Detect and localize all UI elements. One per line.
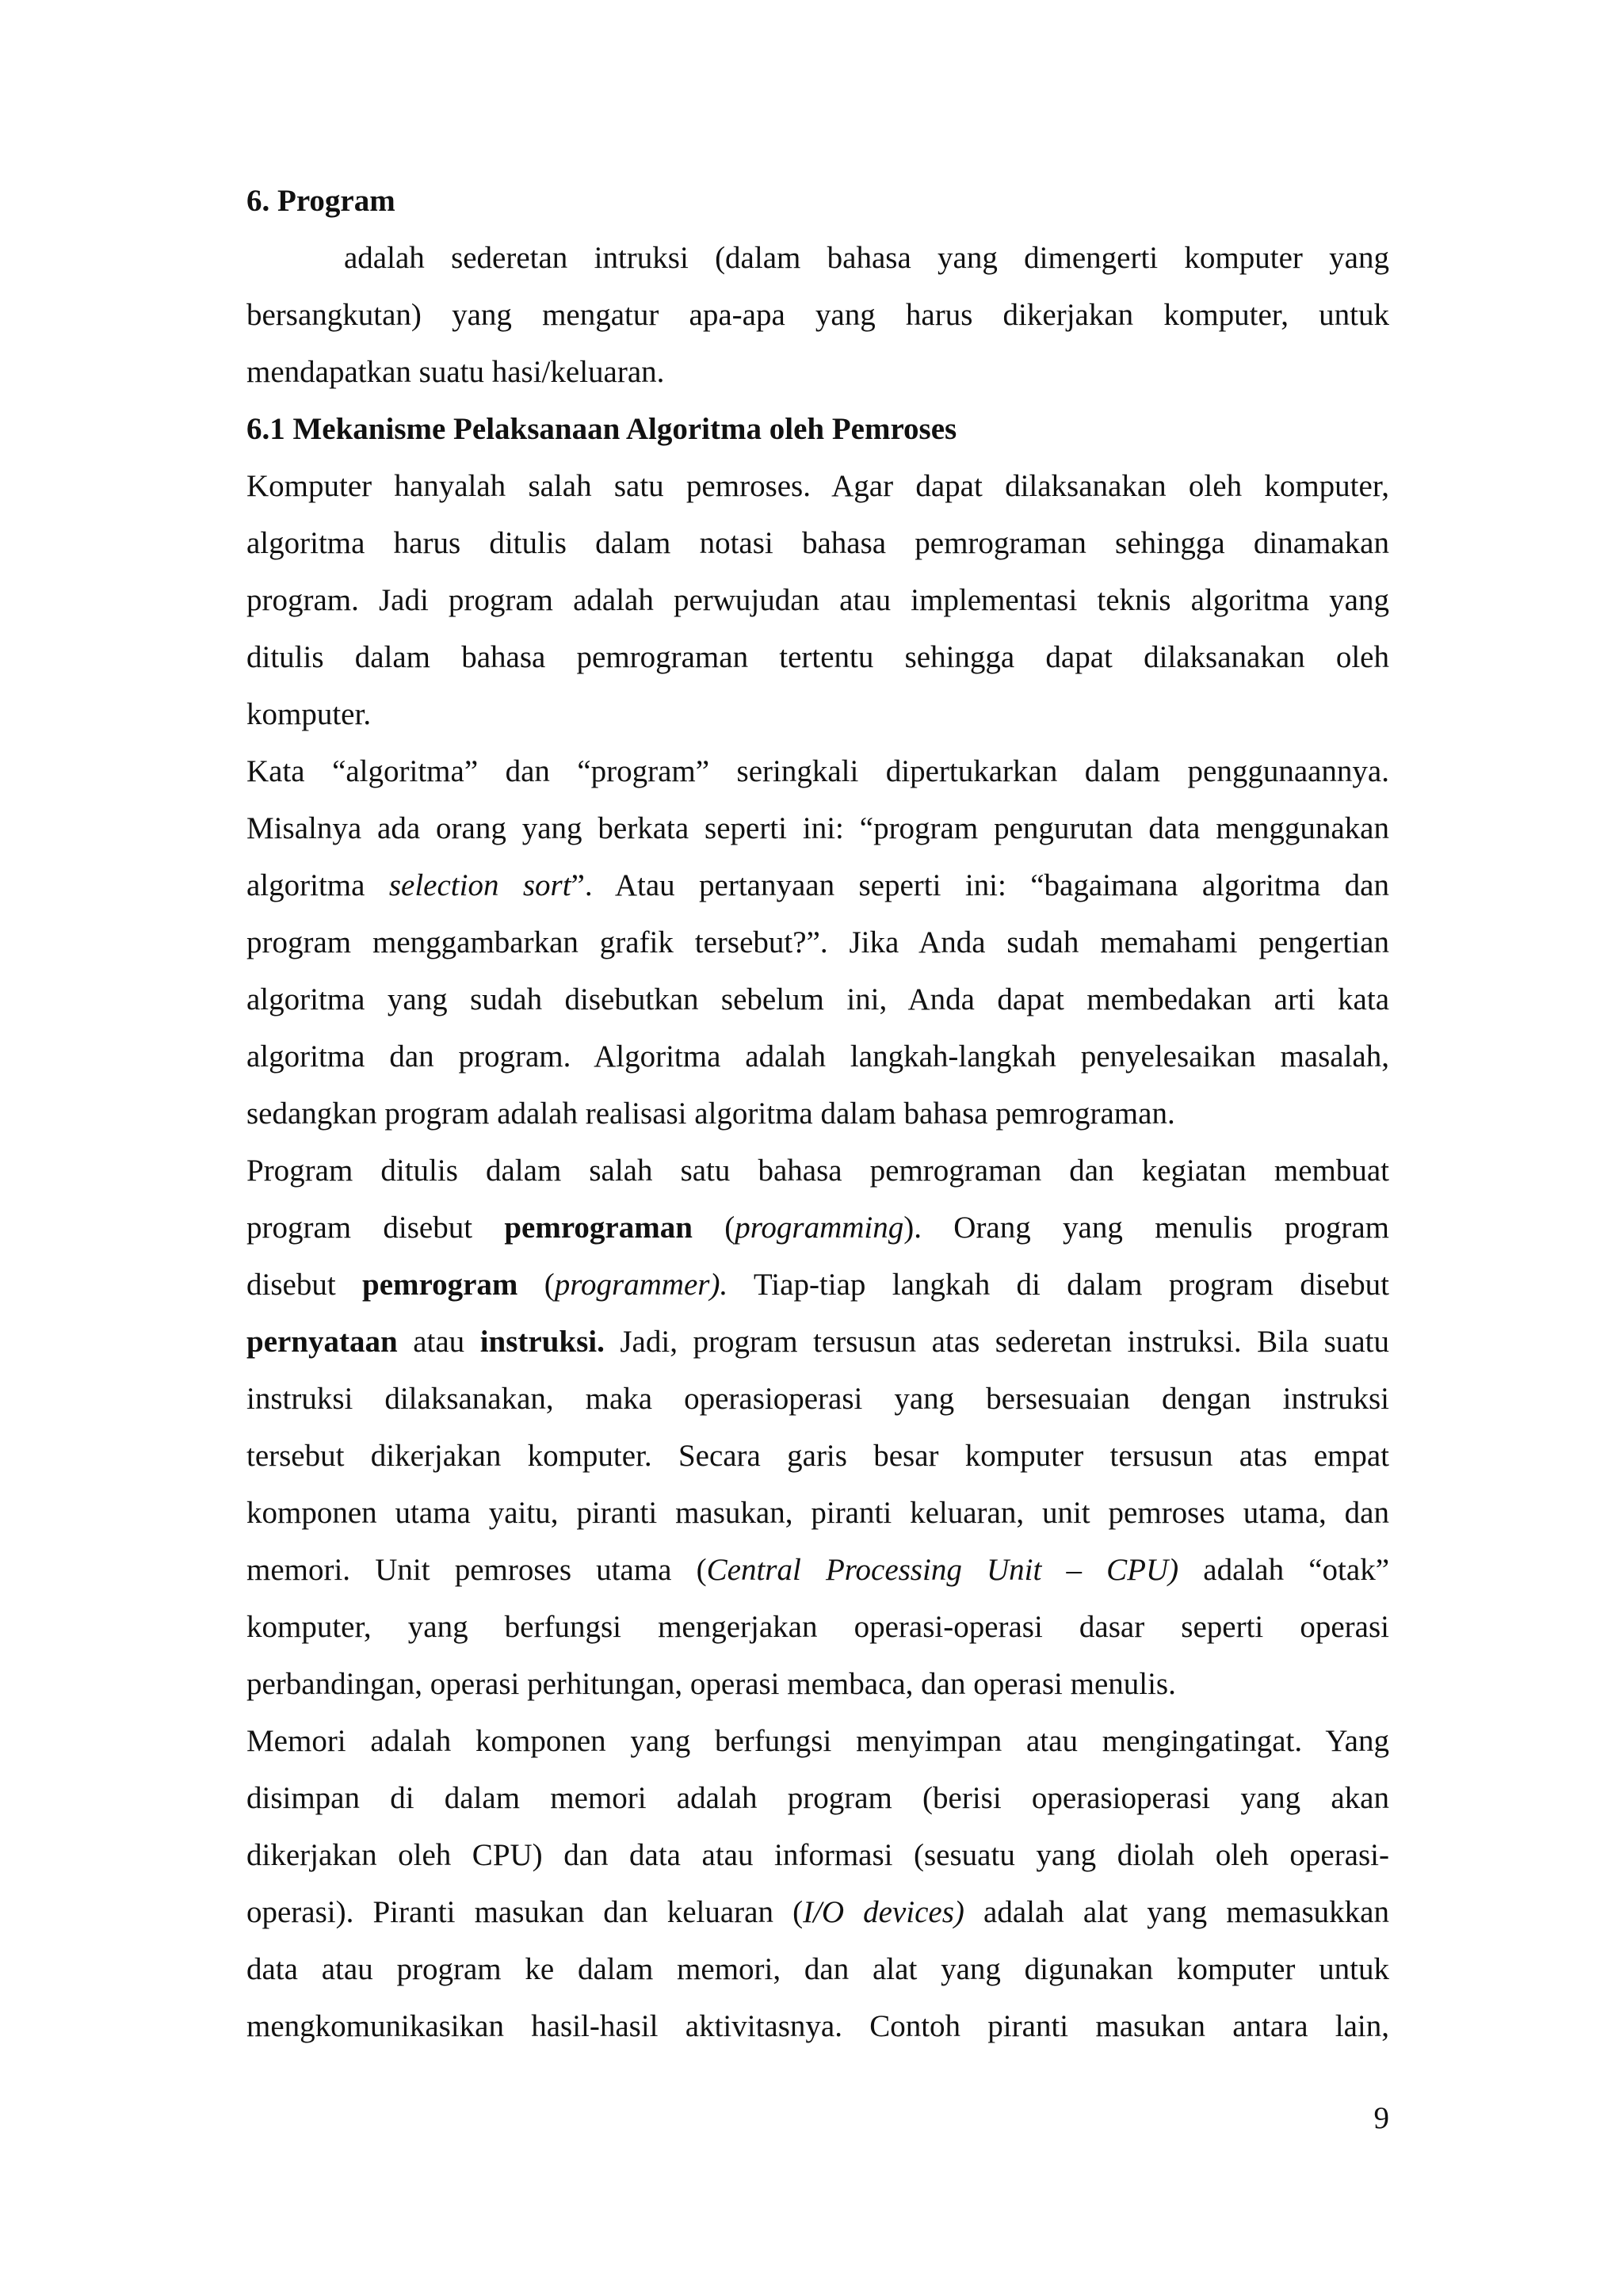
- paragraph-line: Komputer hanyalah salah satu pemroses. Agar dapat dilaksanakan oleh komputer,: [246, 469, 1389, 503]
- paragraph-line: Memori adalah komponen yang berfungsi menyimpan atau mengingatingat. Yang: [246, 1724, 1389, 1758]
- paragraph-line: program menggambarkan grafik tersebut?”. Jika Anda sudah memahami pengertian: [246, 925, 1389, 959]
- paragraph-line: program. Jadi program adalah perwujudan atau implementasi teknis algoritma yang: [246, 583, 1389, 617]
- paragraph-line: disebut pemrogram (programmer). Tiap-tiap langkah di dalam program disebut: [246, 1268, 1389, 1302]
- paragraph-line: perbandingan, operasi perhitungan, operasi membaca, dan operasi menulis.: [246, 1667, 1176, 1701]
- paragraph-line: sedangkan program adalah realisasi algoritma dalam bahasa pemrograman.: [246, 1097, 1175, 1131]
- paragraph-line: algoritma selection sort”. Atau pertanyaan seperti ini: “bagaimana algoritma dan: [246, 868, 1389, 902]
- paragraph-line: Kata “algoritma” dan “program” seringkali dipertukarkan dalam penggunaannya.: [246, 754, 1389, 788]
- paragraph-line: algoritma harus ditulis dalam notasi bahasa pemrograman sehingga dinamakan: [246, 526, 1389, 560]
- paragraph-line: instruksi dilaksanakan, maka operasioperasi yang bersesuaian dengan instruksi: [246, 1382, 1389, 1416]
- paragraph-line: adalah sederetan intruksi (dalam bahasa yang dimengerti komputer yang: [344, 241, 1389, 275]
- paragraph-line: bersangkutan) yang mengatur apa-apa yang harus dikerjakan komputer, untuk: [246, 298, 1389, 332]
- paragraph-line: pernyataan atau instruksi. Jadi, program tersusun atas sederetan instruksi. Bila suatu: [246, 1325, 1389, 1359]
- paragraph-line: ditulis dalam bahasa pemrograman tertentu sehingga dapat dilaksanakan oleh: [246, 640, 1389, 674]
- paragraph-line: program disebut pemrograman (programming). Orang yang menulis program: [246, 1211, 1389, 1245]
- paragraph-line: data atau program ke dalam memori, dan alat yang digunakan komputer untuk: [246, 1952, 1389, 1986]
- paragraph-line: Program ditulis dalam salah satu bahasa pemrograman dan kegiatan membuat: [246, 1154, 1389, 1188]
- paragraph-line: disimpan di dalam memori adalah program (berisi operasioperasi yang akan: [246, 1781, 1389, 1815]
- paragraph-line: dikerjakan oleh CPU) dan data atau informasi (sesuatu yang diolah oleh operasi-: [246, 1838, 1389, 1872]
- paragraph-line: tersebut dikerjakan komputer. Secara garis besar komputer tersusun atas empat: [246, 1439, 1389, 1473]
- paragraph-line: algoritma dan program. Algoritma adalah langkah-langkah penyelesaikan masalah,: [246, 1039, 1389, 1074]
- subsection-heading: 6.1 Mekanisme Pelaksanaan Algoritma oleh Pemroses: [246, 412, 957, 446]
- paragraph-line: memori. Unit pemroses utama (Central Processing Unit – CPU) adalah “otak”: [246, 1553, 1389, 1587]
- paragraph-line: komponen utama yaitu, piranti masukan, piranti keluaran, unit pemroses utama, dan: [246, 1496, 1389, 1530]
- paragraph-line: Misalnya ada orang yang berkata seperti ini: “program pengurutan data menggunakan: [246, 811, 1389, 845]
- paragraph-line: algoritma yang sudah disebutkan sebelum ini, Anda dapat membedakan arti kata: [246, 982, 1389, 1016]
- paragraph-line: komputer.: [246, 697, 372, 731]
- document-page: [246, 173, 1389, 2055]
- paragraph-line: mendapatkan suatu hasi/keluaran.: [246, 355, 665, 389]
- section-heading: 6. Program: [246, 184, 395, 218]
- paragraph-line: mengkomunikasikan hasil-hasil aktivitasnya. Contoh piranti masukan antara lain,: [246, 2009, 1389, 2043]
- page-number: 9: [1373, 2101, 1389, 2135]
- paragraph-line: operasi). Piranti masukan dan keluaran (I/O devices) adalah alat yang memasukkan: [246, 1895, 1389, 1929]
- paragraph-line: komputer, yang berfungsi mengerjakan operasi-operasi dasar seperti operasi: [246, 1610, 1389, 1644]
